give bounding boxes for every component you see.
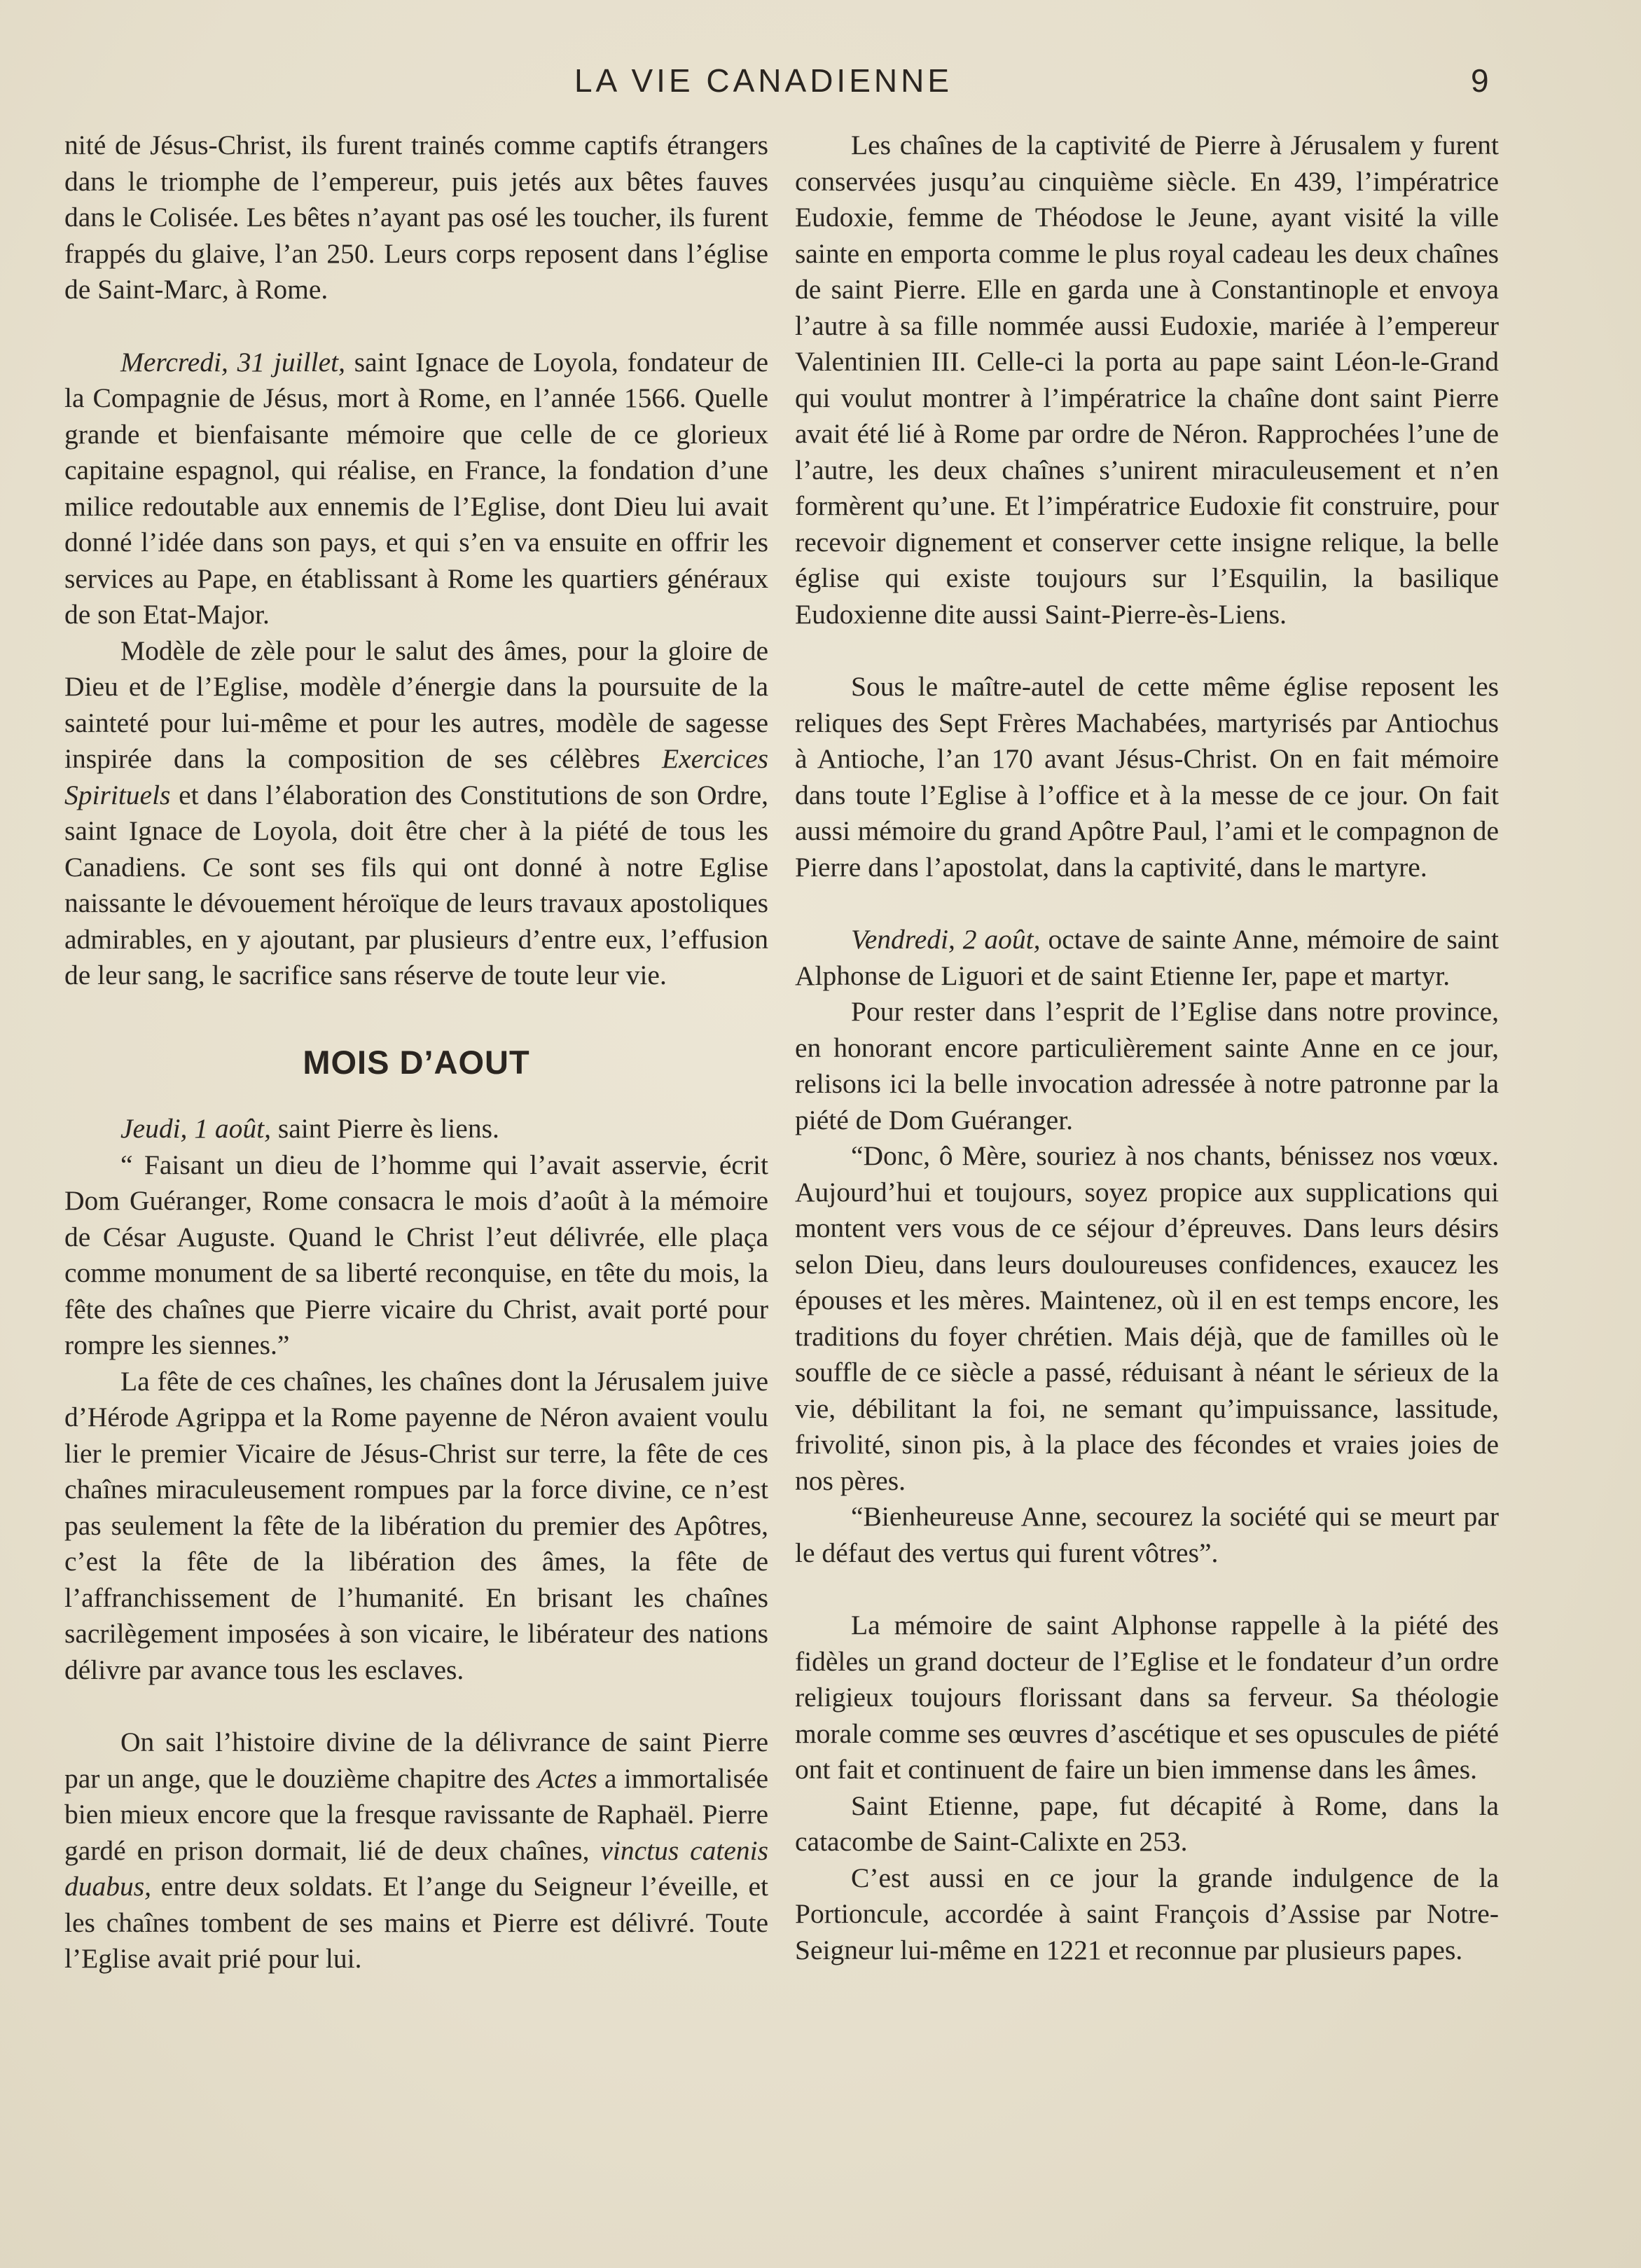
date-label: Vendredi, 2 août, (851, 924, 1041, 955)
right-column (795, 127, 1499, 1968)
paragraph-delivrance-saint-pierre (64, 1724, 768, 1977)
paragraph-text: a immortalisée bien mieux encore que la fresque ravissante de Raphaël. Pierre gardé en prison dormait, lié de deux chaînes, (64, 1762, 769, 1866)
paragraph-text: Modèle de zèle pour le salut des âmes, pour la gloire de Dieu et de l’Eglise, modèle d’énergie dans la poursuite de la sainteté pour lui-même et pour les autres, modèle de sagesse inspirée dans la composition de ses célèbres (64, 635, 768, 774)
paragraph-portioncule: C’est aussi en ce jour la grande indulgence de la Portioncule, accordée à saint François d’Assise par Notre-Seigneur lui-même en 1221 et reconnue par plusieurs papes. (795, 1862, 1499, 1965)
paragraph-saint-pierre-es-liens (64, 1111, 768, 1147)
paragraph-text: saint Ignace de Loyola, fondateur de la Compagnie de Jésus, mort à Rome, en l’année 1566. Quelle grande et bienfaisante mémoire que celle de ce glorieux capitaine espagnol, qui réalise, en France, la fondation d’une milice redoutable aux ennemis de l’Eglise, dont Dieu lui avait donné l’idée dans son pays, et qui s’en va ensuite en offrir les services au Pape, en établissant à Rome les quartiers généraux de son Etat-Major. (64, 346, 768, 630)
page-number: 9 (1471, 62, 1489, 99)
paragraph-modele-de-zele (64, 633, 768, 994)
quote-dom-gueranger: “ Faisant un dieu de l’homme qui l’avait asservie, écrit Dom Guéranger, Rome consacra le mois d’août à la mémoire de César Auguste. Quand le Christ l’eut délivrée, elle plaça comme monument de sa liberté reconquise, en tête du mois, la fête des chaînes que Pierre vicaire du Christ, avait porté pour rompre les siennes.” (64, 1149, 768, 1360)
paragraph-text: On sait l’histoire divine de la délivrance de saint Pierre par un ange, que le douzième chapitre des (64, 1727, 768, 1794)
date-label: Jeudi, 1 août, (120, 1113, 272, 1144)
page-header (0, 62, 1641, 111)
quote-invocation-sainte-anne: “Donc, ô Mère, souriez à nos chants, bénissez nos vœux. Aujourd’hui et toujours, soyez propice aux supplications qui montent vers vous de ce séjour d’épreuves. Dans leurs désirs selon Dieu, dans leurs douloureuses confidences, exaucez les épouses et les mères. Maintenez, où il en est temps encore, les traditions du foyer chrétien. Mais déjà, que de familles où le souffle de ce siècle a passé, réduisant à néant le sérieux de la vie, débilitant la foi, ne semant qu’impuissance, lassitude, frivolité, sinon pis, à la place des fécondes et vraies joies de nos pères. (795, 1140, 1499, 1496)
paragraph-text: et dans l’élaboration des Constitutions de son Ordre, saint Ignace de Loyola, doit être cher à la piété de tous les Canadiens. Ce sont ses fils qui ont donné à notre Eglise naissante le dévouement héroïque de leurs travaux apostoliques admirables, en y ajoutant, par plusieurs d’entre eux, l’effusion de leur sang, le sacrifice sans réserve de toute leur vie. (64, 779, 768, 990)
left-column (64, 127, 768, 1977)
running-title: LA VIE CANADIENNE (574, 62, 953, 99)
latin-quote: vinctus catenis duabus, (64, 1834, 768, 1902)
paragraph-saint-alphonse: La mémoire de saint Alphonse rappelle à la piété des fidèles un grand docteur de l’Eglise et le fondateur d’un ordre religieux toujours florissant dans sa ferveur. Sa théologie morale comme ses œuvres d’ascétique et ses opuscules de piété ont fait et continuent de faire un bien immense dans les âmes. (795, 1610, 1499, 1785)
quote-bienheureuse-anne: “Bienheureuse Anne, secourez la société qui se meurt par le défaut des vertus qui furent vôtres”. (795, 1501, 1499, 1568)
paragraph-text: octave de sainte Anne, mémoire de saint Alphonse de Liguori et de saint Etienne Ier, pape et martyr. (795, 924, 1500, 991)
paragraph-saints-martyrs-end: nité de Jésus-Christ, ils furent trainés comme captifs étrangers dans le triomphe de l’empereur, puis jetés aux bêtes fauves dans le Colisée. Les bêtes n’ayant pas osé les toucher, ils furent frappés du glaive, l’an 250. Leurs corps reposent dans l’église de Saint-Marc, à Rome. (64, 130, 768, 305)
paragraph-fete-des-chaines: La fête de ces chaînes, les chaînes dont la Jérusalem juive d’Hérode Agrippa et la Rome payenne de Néron avaient voulu lier le premier Vicaire de Jésus-Christ sur terre, la fête de ces chaînes miraculeusement rompues par la force divine, ce n’est pas seulement la fête de la libération du premier des Apôtres, c’est la fête de la libération des âmes, la fête de l’affranchissement de l’humanité. En brisant les chaînes sacrilègement imposées à son vicaire, le libérateur des nations délivre par avance tous les esclaves. (64, 1365, 768, 1685)
paragraph-vendredi-2-aout (795, 922, 1499, 994)
book-title: Actes (537, 1762, 597, 1794)
date-label: Mercredi, 31 juillet, (120, 346, 345, 378)
paragraph-ignace-de-loyola (64, 345, 768, 633)
book-title: Exercices Spirituels (64, 743, 768, 810)
paragraph-esprit-de-l-eglise: Pour rester dans l’esprit de l’Eglise dans notre province, en honorant encore particulièrement sainte Anne en ce jour, relisons ici la belle invocation adressée à notre patronne par la piété de Dom Guéranger. (795, 996, 1499, 1135)
paragraph-text: entre deux soldats. Et l’ange du Seigneur l’éveille, et les chaînes tombent de ses mains et Pierre est délivré. Toute l’Eglise avait prié pour lui. (64, 1871, 768, 1974)
paragraph-text: saint Pierre ès liens. (271, 1113, 499, 1144)
paragraph-chaines-eudoxie: Les chaînes de la captivité de Pierre à Jérusalem y furent conservées jusqu’au cinquième siècle. En 439, l’impératrice Eudoxie, femme de Théodose le Jeune, ayant visité la ville sainte en emporta comme le plus royal cadeau les deux chaînes de saint Pierre. Elle en garda une à Constantinople et envoya l’autre à sa fille nommée aussi Eudoxie, mariée à l’empereur Valentinien III. Celle-ci la porta au pape saint Léon-le-Grand qui voulut montrer à l’impératrice la chaîne dont saint Pierre avait été lié à Rome par ordre de Néron. Rapprochées l’une de l’autre, les deux chaînes s’unirent miraculeusement et n’en formèrent qu’une. Et l’impératrice Eudoxie fit construire, pour recevoir dignement et conserver cette insigne relique, la belle église qui existe toujours sur l’Esquilin, la basilique Eudoxienne dite aussi Saint-Pierre-ès-Liens. (795, 130, 1499, 630)
paragraph-saint-etienne: Saint Etienne, pape, fut décapité à Rome, dans la catacombe de Saint-Calixte en 253. (795, 1790, 1499, 1857)
paragraph-freres-machabees: Sous le maître-autel de cette même église reposent les reliques des Sept Frères Machabées, martyrisés par Antiochus à Antioche, l’an 170 avant Jésus-Christ. On en fait mémoire dans toute l’Eglise à l’office et à la messe de ce jour. On fait aussi mémoire du grand Apôtre Paul, l’ami et le compagnon de Pierre dans l’apostolat, dans la captivité, dans le martyre. (795, 671, 1499, 883)
section-heading: MOIS D’AOUT (303, 1043, 530, 1081)
